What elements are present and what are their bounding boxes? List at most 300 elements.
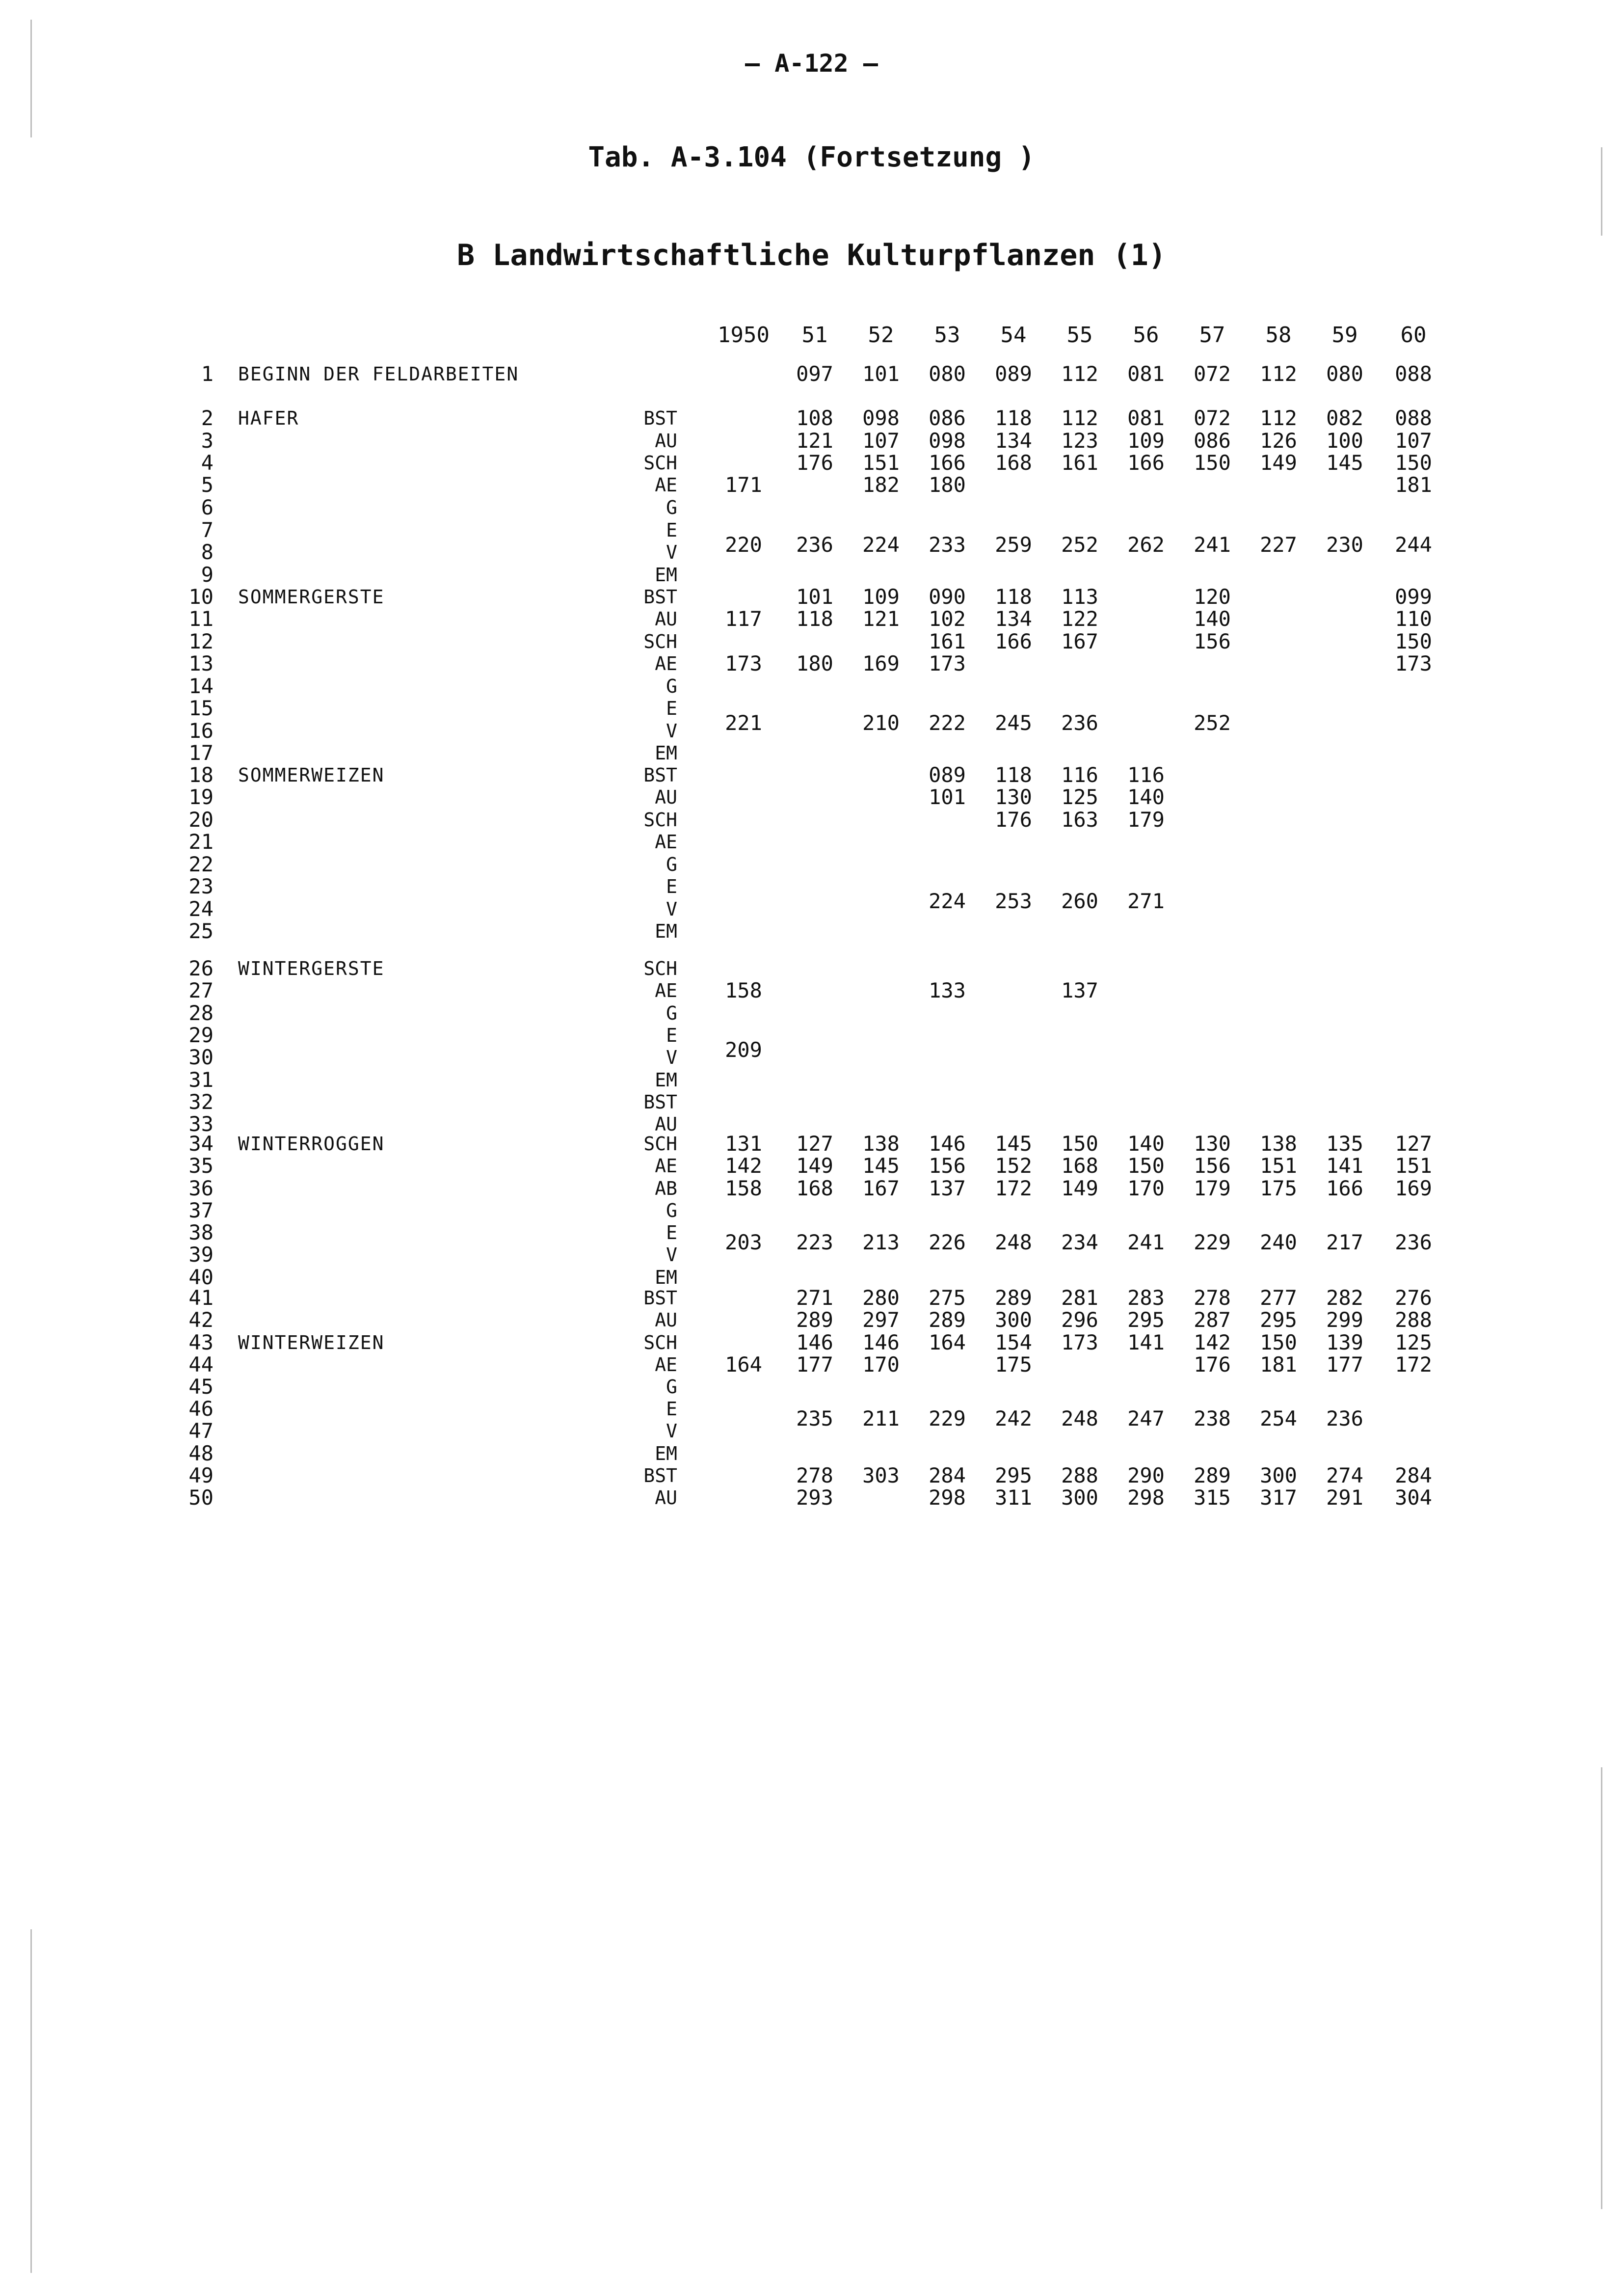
value-cell: 298 [929,1486,966,1510]
year-header-cell: 53 [934,323,960,348]
row-number: 25 [188,919,213,943]
value-cell: 101 [929,785,966,809]
value-cell: 278 [796,1463,833,1487]
value-cell: 151 [1260,1154,1297,1178]
value-cell: 260 [1061,889,1098,913]
phase-code: G [666,854,677,875]
value-cell: 262 [1127,533,1165,557]
value-cell: 080 [929,362,966,386]
value-cell: 242 [995,1406,1032,1431]
value-cell: 082 [1326,406,1363,430]
phase-code: E [666,519,677,541]
year-header-cell: 58 [1265,323,1292,348]
value-cell: 100 [1326,429,1363,453]
row-number: 39 [188,1243,213,1267]
value-cell: 252 [1061,533,1098,557]
phase-code: EM [655,1069,677,1091]
value-cell: 151 [862,451,900,475]
value-cell: 289 [1194,1463,1231,1487]
phase-code: SCH [643,452,677,474]
phase-code: BST [643,1287,677,1309]
phase-code: EM [655,1267,677,1288]
value-cell: 146 [796,1330,833,1354]
row-number: 44 [188,1352,213,1377]
value-cell: 177 [796,1352,833,1377]
year-header-cell: 60 [1400,323,1427,348]
phase-code: EM [655,920,677,942]
phase-code: G [666,675,677,697]
value-cell: 163 [1061,808,1098,832]
value-cell: 168 [796,1176,833,1200]
value-cell: 089 [929,763,966,787]
value-cell: 233 [929,533,966,557]
value-cell: 221 [725,711,762,735]
value-cell: 317 [1260,1486,1297,1510]
value-cell: 090 [929,585,966,609]
year-header-cell: 1950 [718,323,770,348]
year-header-cell: 56 [1133,323,1159,348]
value-cell: 112 [1260,406,1297,430]
row-number: 38 [188,1220,213,1244]
row-number: 6 [201,495,213,519]
phase-code: G [666,1002,677,1024]
value-cell: 226 [929,1230,966,1254]
value-cell: 172 [1395,1352,1432,1377]
value-cell: 176 [1194,1352,1231,1377]
value-cell: 170 [862,1352,900,1377]
phase-code: EM [655,564,677,586]
row-number: 2 [201,406,213,430]
value-cell: 229 [929,1406,966,1431]
value-cell: 276 [1395,1286,1432,1310]
value-cell: 072 [1194,362,1231,386]
value-cell: 150 [1194,451,1231,475]
crop-label: BEGINN DER FELDARBEITEN [238,363,519,385]
value-cell: 080 [1326,362,1363,386]
phase-code: AU [655,430,677,452]
phase-code: SCH [643,809,677,831]
crop-label: HAFER [238,407,299,429]
row-number: 24 [188,897,213,921]
phase-code: E [666,698,677,719]
value-cell: 164 [725,1352,762,1377]
phase-code: SCH [643,1133,677,1155]
value-cell: 222 [929,711,966,735]
value-cell: 278 [1194,1286,1231,1310]
value-cell: 152 [995,1154,1032,1178]
value-cell: 209 [725,1038,762,1062]
value-cell: 156 [1194,1154,1231,1178]
row-number: 5 [201,473,213,497]
value-cell: 116 [1127,763,1165,787]
phase-code: SCH [643,631,677,652]
phase-code: BST [643,764,677,786]
value-cell: 140 [1194,607,1231,631]
value-cell: 311 [995,1486,1032,1510]
value-cell: 169 [1395,1176,1432,1200]
row-number: 50 [188,1486,213,1510]
row-number: 4 [201,451,213,475]
value-cell: 281 [1061,1286,1098,1310]
value-cell: 118 [995,406,1032,430]
value-cell: 107 [862,429,900,453]
value-cell: 173 [1395,651,1432,675]
value-cell: 168 [995,451,1032,475]
phase-code: G [666,1376,677,1398]
value-cell: 166 [1127,451,1165,475]
crop-label: WINTERGERSTE [238,958,385,979]
phase-code: AE [655,474,677,496]
value-cell: 217 [1326,1230,1363,1254]
row-number: 10 [188,585,213,609]
value-cell: 102 [929,607,966,631]
value-cell: 150 [1395,451,1432,475]
phase-code: AE [655,980,677,1001]
value-cell: 166 [1326,1176,1363,1200]
row-number: 42 [188,1308,213,1332]
section-title: B Landwirtschaftliche Kulturpflanzen (1) [457,238,1166,272]
row-number: 41 [188,1286,213,1310]
value-cell: 275 [929,1286,966,1310]
page-number: — A-122 — [745,49,878,78]
value-cell: 177 [1326,1352,1363,1377]
value-cell: 304 [1395,1486,1432,1510]
crop-label: WINTERWEIZEN [238,1332,385,1353]
value-cell: 158 [725,978,762,1002]
value-cell: 117 [725,607,762,631]
value-cell: 107 [1395,429,1432,453]
value-cell: 145 [995,1132,1032,1156]
value-cell: 170 [1127,1176,1165,1200]
value-cell: 108 [796,406,833,430]
row-number: 31 [188,1068,213,1092]
row-number: 40 [188,1265,213,1289]
row-number: 35 [188,1154,213,1178]
value-cell: 156 [929,1154,966,1178]
phase-code: AU [655,786,677,808]
value-cell: 241 [1127,1230,1165,1254]
value-cell: 172 [995,1176,1032,1200]
value-cell: 098 [929,429,966,453]
value-cell: 121 [796,429,833,453]
value-cell: 224 [929,889,966,913]
value-cell: 295 [1127,1308,1165,1332]
phase-code: V [666,898,677,920]
value-cell: 203 [725,1230,762,1254]
value-cell: 130 [995,785,1032,809]
row-number: 3 [201,429,213,453]
phase-code: AE [655,1354,677,1376]
value-cell: 118 [796,607,833,631]
value-cell: 137 [1061,978,1098,1002]
value-cell: 289 [796,1308,833,1332]
value-cell: 173 [725,651,762,675]
value-cell: 236 [1061,711,1098,735]
value-cell: 127 [1395,1132,1432,1156]
value-cell: 245 [995,711,1032,735]
value-cell: 145 [1326,451,1363,475]
phase-code: AE [655,653,677,675]
row-number: 29 [188,1023,213,1047]
row-number: 46 [188,1397,213,1421]
value-cell: 140 [1127,785,1165,809]
phase-code: AE [655,831,677,853]
phase-code: E [666,876,677,897]
value-cell: 112 [1260,362,1297,386]
phase-code: AB [655,1178,677,1199]
phase-code: E [666,1222,677,1243]
value-cell: 135 [1326,1132,1363,1156]
row-number: 33 [188,1112,213,1136]
value-cell: 138 [862,1132,900,1156]
phase-code: AE [655,1155,677,1177]
value-cell: 238 [1194,1406,1231,1431]
phase-code: EM [655,742,677,764]
value-cell: 271 [1127,889,1165,913]
value-cell: 099 [1395,585,1432,609]
phase-code: BST [643,586,677,608]
value-cell: 118 [995,585,1032,609]
value-cell: 290 [1127,1463,1165,1487]
row-number: 12 [188,629,213,653]
value-cell: 271 [796,1286,833,1310]
value-cell: 139 [1326,1330,1363,1354]
row-number: 22 [188,852,213,876]
value-cell: 112 [1061,362,1098,386]
row-number: 16 [188,719,213,743]
value-cell: 133 [929,978,966,1002]
value-cell: 293 [796,1486,833,1510]
row-number: 27 [188,978,213,1002]
value-cell: 175 [995,1352,1032,1377]
value-cell: 173 [1061,1330,1098,1354]
value-cell: 284 [929,1463,966,1487]
value-cell: 227 [1260,533,1297,557]
value-cell: 289 [929,1308,966,1332]
value-cell: 150 [1260,1330,1297,1354]
value-cell: 236 [1326,1406,1363,1431]
value-cell: 173 [929,651,966,675]
value-cell: 181 [1260,1352,1297,1377]
value-cell: 149 [1061,1176,1098,1200]
phase-code: V [666,1047,677,1068]
row-number: 37 [188,1198,213,1222]
row-number: 13 [188,651,213,675]
year-header-cell: 51 [801,323,828,348]
value-cell: 299 [1326,1308,1363,1332]
value-cell: 101 [796,585,833,609]
value-cell: 300 [995,1308,1032,1332]
value-cell: 145 [862,1154,900,1178]
value-cell: 295 [1260,1308,1297,1332]
value-cell: 125 [1395,1330,1432,1354]
value-cell: 244 [1395,533,1432,557]
value-cell: 089 [995,362,1032,386]
value-cell: 110 [1395,607,1432,631]
value-cell: 126 [1260,429,1297,453]
row-number: 8 [201,540,213,564]
phase-code: V [666,1420,677,1442]
value-cell: 118 [995,763,1032,787]
year-header-cell: 55 [1066,323,1093,348]
value-cell: 179 [1127,808,1165,832]
value-cell: 113 [1061,585,1098,609]
value-cell: 098 [862,406,900,430]
value-cell: 167 [862,1176,900,1200]
value-cell: 181 [1395,473,1432,497]
value-cell: 282 [1326,1286,1363,1310]
value-cell: 150 [1061,1132,1098,1156]
value-cell: 121 [862,607,900,631]
scan-edge-mark [30,20,32,137]
year-header-cell: 54 [1000,323,1027,348]
row-number: 11 [188,607,213,631]
phase-code: E [666,1398,677,1420]
value-cell: 166 [929,451,966,475]
value-cell: 211 [862,1406,900,1431]
value-cell: 109 [862,585,900,609]
value-cell: 283 [1127,1286,1165,1310]
value-cell: 182 [862,473,900,497]
row-number: 9 [201,563,213,587]
value-cell: 138 [1260,1132,1297,1156]
value-cell: 158 [725,1176,762,1200]
value-cell: 248 [1061,1406,1098,1431]
value-cell: 151 [1395,1154,1432,1178]
value-cell: 297 [862,1308,900,1332]
row-number: 49 [188,1463,213,1487]
phase-code: AU [655,1487,677,1509]
value-cell: 287 [1194,1308,1231,1332]
value-cell: 289 [995,1286,1032,1310]
value-cell: 166 [995,629,1032,653]
value-cell: 303 [862,1463,900,1487]
value-cell: 169 [862,651,900,675]
phase-code: G [666,497,677,518]
value-cell: 146 [929,1132,966,1156]
value-cell: 234 [1061,1230,1098,1254]
table-title: Tab. A-3.104 (Fortsetzung ) [588,141,1035,173]
year-header-cell: 57 [1199,323,1225,348]
value-cell: 220 [725,533,762,557]
value-cell: 164 [929,1330,966,1354]
value-cell: 141 [1127,1330,1165,1354]
value-cell: 112 [1061,406,1098,430]
value-cell: 179 [1194,1176,1231,1200]
value-cell: 253 [995,889,1032,913]
value-cell: 122 [1061,607,1098,631]
value-cell: 141 [1326,1154,1363,1178]
value-cell: 137 [929,1176,966,1200]
row-number: 48 [188,1441,213,1465]
value-cell: 081 [1127,406,1165,430]
row-number: 23 [188,874,213,898]
phase-code: AU [655,608,677,630]
value-cell: 240 [1260,1230,1297,1254]
row-number: 15 [188,696,213,720]
value-cell: 175 [1260,1176,1297,1200]
phase-code: BST [643,1091,677,1113]
value-cell: 296 [1061,1308,1098,1332]
row-number: 32 [188,1090,213,1114]
value-cell: 150 [1395,629,1432,653]
value-cell: 088 [1395,362,1432,386]
row-number: 45 [188,1375,213,1399]
value-cell: 072 [1194,406,1231,430]
value-cell: 252 [1194,711,1231,735]
value-cell: 149 [796,1154,833,1178]
phase-code: BST [643,1465,677,1486]
value-cell: 288 [1061,1463,1098,1487]
scan-edge-mark [1601,1767,1602,2209]
value-cell: 130 [1194,1132,1231,1156]
year-header-cell: 52 [868,323,894,348]
value-cell: 171 [725,473,762,497]
crop-label: SOMMERWEIZEN [238,764,385,786]
value-cell: 291 [1326,1486,1363,1510]
phase-code: BST [643,407,677,429]
value-cell: 223 [796,1230,833,1254]
value-cell: 224 [862,533,900,557]
value-cell: 125 [1061,785,1098,809]
phase-code: AU [655,1113,677,1135]
value-cell: 146 [862,1330,900,1354]
row-number: 34 [188,1132,213,1156]
row-number: 28 [188,1001,213,1025]
value-cell: 300 [1260,1463,1297,1487]
value-cell: 180 [796,651,833,675]
phase-code: AU [655,1309,677,1331]
value-cell: 288 [1395,1308,1432,1332]
row-number: 21 [188,830,213,854]
value-cell: 109 [1127,429,1165,453]
value-cell: 280 [862,1286,900,1310]
row-number: 17 [188,741,213,765]
row-number: 19 [188,785,213,809]
value-cell: 127 [796,1132,833,1156]
row-number: 1 [201,362,213,386]
value-cell: 149 [1260,451,1297,475]
row-number: 14 [188,674,213,698]
phase-code: SCH [643,1332,677,1353]
crop-label: WINTERROGGEN [238,1133,385,1155]
phase-code: V [666,541,677,563]
phase-code: V [666,720,677,742]
value-cell: 097 [796,362,833,386]
value-cell: 161 [1061,451,1098,475]
value-cell: 274 [1326,1463,1363,1487]
row-number: 43 [188,1330,213,1354]
value-cell: 236 [796,533,833,557]
value-cell: 248 [995,1230,1032,1254]
value-cell: 140 [1127,1132,1165,1156]
phase-code: SCH [643,958,677,979]
value-cell: 168 [1061,1154,1098,1178]
value-cell: 101 [862,362,900,386]
value-cell: 298 [1127,1486,1165,1510]
phase-code: EM [655,1443,677,1464]
value-cell: 315 [1194,1486,1231,1510]
value-cell: 150 [1127,1154,1165,1178]
year-header-cell: 59 [1331,323,1358,348]
value-cell: 156 [1194,629,1231,653]
value-cell: 176 [796,451,833,475]
value-cell: 154 [995,1330,1032,1354]
row-number: 20 [188,808,213,832]
row-number: 47 [188,1419,213,1443]
value-cell: 142 [725,1154,762,1178]
phase-code: E [666,1025,677,1046]
